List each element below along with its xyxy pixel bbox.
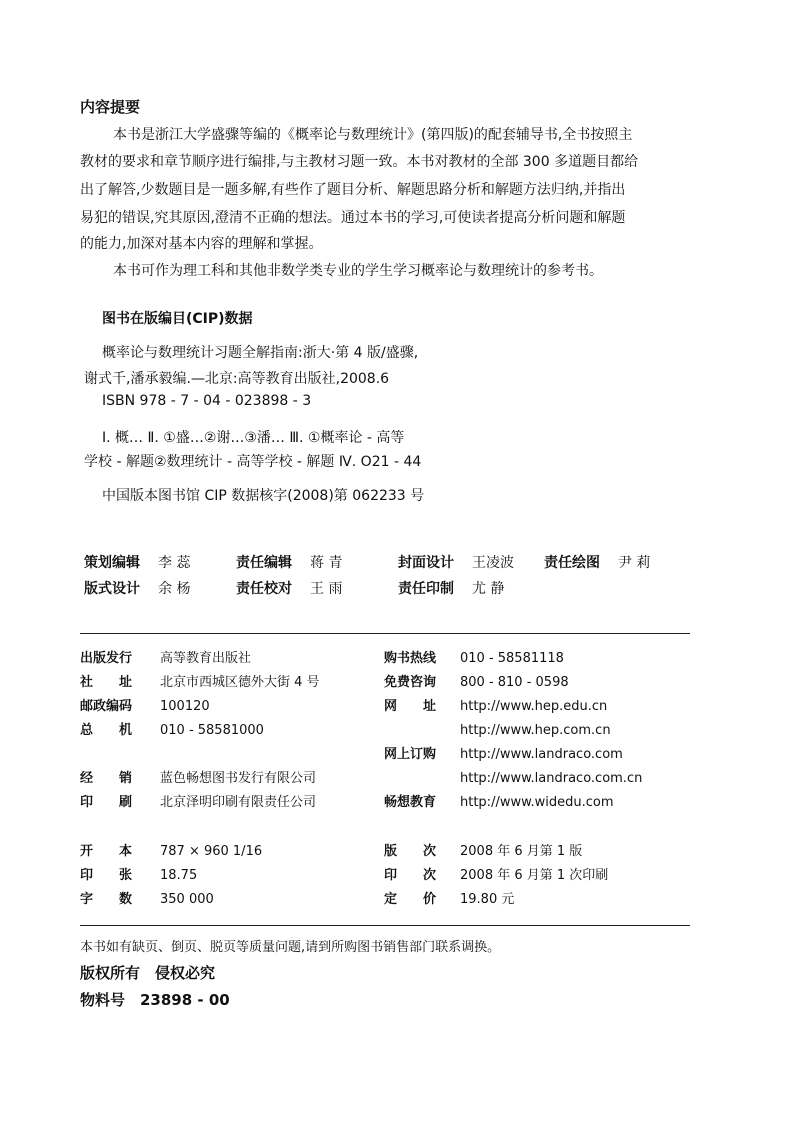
order-link[interactable]: http://www.landraco.com (460, 747, 623, 762)
info-label: 出版发行 (80, 651, 133, 666)
info-value: 北京市西城区德外大街 4 号 (160, 675, 320, 690)
info-label: 邮政编码 (80, 699, 133, 714)
staff-name: 王 雨 (310, 581, 343, 597)
staff-role: 责任校对 (236, 581, 292, 597)
divider-bottom (80, 925, 690, 926)
info-label: 定 价 (384, 892, 437, 907)
staff-name: 余 杨 (158, 581, 191, 597)
staff-role: 策划编辑 (84, 555, 140, 571)
website-link[interactable]: http://www.hep.com.cn (460, 723, 611, 738)
cip-heading: 图书在版编目(CIP)数据 (102, 311, 253, 327)
website-link[interactable]: http://www.hep.edu.cn (460, 699, 608, 714)
info-label: 网上订购 (384, 747, 437, 762)
summary-line: 的能力,加深对基本内容的理解和掌握。 (80, 236, 323, 252)
item-number: 物料号 23898 - 00 (80, 991, 230, 1009)
staff-name: 尹 莉 (618, 555, 651, 571)
info-label: 购书热线 (384, 651, 437, 666)
staff-name: 尤 静 (472, 581, 505, 597)
summary-line: 教材的要求和章节顺序进行编排,与主教材习题一致。本书对教材的全部 300 多道题目都给 (80, 154, 639, 170)
info-value: 787 × 960 1/16 (160, 844, 263, 859)
divider-top (80, 633, 690, 634)
cip-line: 谢式千,潘承毅编.—北京:高等教育出版社,2008.6 (84, 371, 390, 387)
info-label: 版 次 (384, 844, 437, 859)
info-label: 总 机 (80, 723, 133, 738)
info-value: 010 - 58581000 (160, 723, 264, 738)
info-value: 100120 (160, 699, 210, 714)
order-link[interactable]: http://www.landraco.com.cn (460, 771, 643, 786)
info-value: 2008 年 6 月第 1 次印刷 (460, 868, 609, 883)
summary-heading: 内容提要 (80, 98, 141, 116)
education-link[interactable]: http://www.widedu.com (460, 795, 614, 810)
staff-role: 责任编辑 (236, 555, 292, 571)
info-value: 010 - 58581118 (460, 651, 564, 666)
info-value: 19.80 元 (460, 892, 515, 907)
rights-notice: 版权所有 侵权必究 (80, 964, 216, 982)
summary-line: 本书可作为理工科和其他非数学类专业的学生学习概率论与数理统计的参考书。 (113, 263, 603, 279)
info-label: 字 数 (80, 892, 133, 907)
summary-line: 本书是浙江大学盛骤等编的《概率论与数理统计》(第四版)的配套辅导书,全书按照主 (113, 127, 633, 143)
info-label: 经 销 (80, 771, 133, 786)
info-label: 免费咨询 (384, 675, 437, 690)
info-label: 社 址 (80, 675, 133, 690)
cip-line: Ⅰ. 概… Ⅱ. ①盛…②谢…③潘… Ⅲ. ①概率论 - 高等 (102, 430, 405, 446)
cip-line: 概率论与数理统计习题全解指南:浙大·第 4 版/盛骤, (102, 345, 419, 361)
staff-role: 封面设计 (398, 555, 454, 571)
staff-role: 责任绘图 (544, 555, 600, 571)
staff-name: 李 蕊 (158, 555, 191, 571)
info-label: 印 刷 (80, 795, 133, 810)
info-value: 蓝色畅想图书发行有限公司 (160, 771, 317, 786)
staff-name: 蒋 青 (310, 555, 343, 571)
staff-name: 王凌波 (472, 555, 514, 571)
info-label: 开 本 (80, 844, 133, 859)
info-value: 北京泽明印刷有限责任公司 (160, 795, 317, 810)
cip-isbn: ISBN 978 - 7 - 04 - 023898 - 3 (102, 393, 312, 409)
info-label: 畅想教育 (384, 795, 437, 810)
info-label: 网 址 (384, 699, 437, 714)
info-label: 印 张 (80, 868, 133, 883)
staff-role: 版式设计 (84, 581, 140, 597)
info-value: 18.75 (160, 868, 198, 883)
quality-notice: 本书如有缺页、倒页、脱页等质量问题,请到所购图书销售部门联系调换。 (80, 940, 501, 955)
summary-line: 出了解答,少数题目是一题多解,有些作了题目分析、解题思路分析和解题方法归纳,并指出 (80, 182, 626, 198)
info-value: 350 000 (160, 892, 214, 907)
info-value: 2008 年 6 月第 1 版 (460, 844, 583, 859)
cip-line: 学校 - 解题②数理统计 - 高等学校 - 解题 Ⅳ. O21 - 44 (84, 454, 422, 470)
info-label: 印 次 (384, 868, 437, 883)
staff-role: 责任印制 (398, 581, 454, 597)
info-value: 高等教育出版社 (160, 651, 252, 666)
info-value: 800 - 810 - 0598 (460, 675, 569, 690)
summary-line: 易犯的错误,究其原因,澄清不正确的想法。通过本书的学习,可使读者提高分析问题和解题 (80, 210, 626, 226)
cip-number: 中国版本图书馆 CIP 数据核字(2008)第 062233 号 (102, 488, 425, 504)
